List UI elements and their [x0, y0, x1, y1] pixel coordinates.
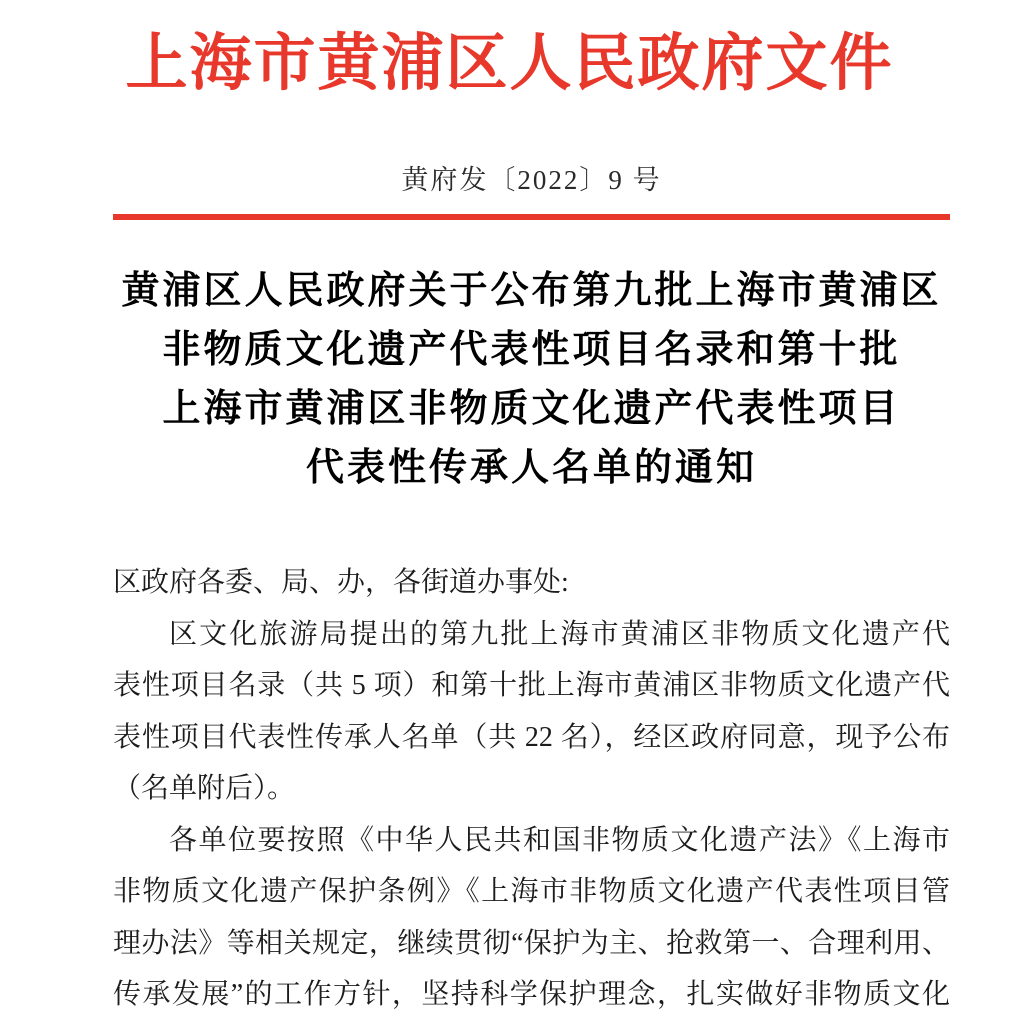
- document-header-banner: 上海市黄浦区人民政府文件: [125, 30, 894, 98]
- document-number: 黄府发〔2022〕9 号: [401, 165, 662, 195]
- body-line: 表性项目名录（共 5 项）和第十批上海市黄浦区非物质文化遗产代: [113, 670, 950, 701]
- body-line: 传承发展”的工作方针，坚持科学保护理念，扎实做好非物质文化: [113, 979, 950, 1010]
- body-line: 非物质文化遗产保护条例》《上海市非物质文化遗产代表性项目管: [113, 876, 950, 907]
- title-line: 代表性传承人名单的通知: [305, 447, 757, 489]
- title-line: 上海市黄浦区非物质文化遗产代表性项目: [162, 388, 901, 430]
- document-body: [113, 557, 950, 1021]
- salutation-line: 区政府各委、局、办，各街道办事处:: [113, 567, 569, 598]
- title-line: 非物质文化遗产代表性项目名录和第十批: [162, 329, 901, 371]
- body-line: 理办法》等相关规定，继续贯彻“保护为主、抢救第一、合理利用、: [113, 927, 950, 959]
- body-line: （名单附后）。: [113, 773, 296, 804]
- body-line: 区文化旅游局提出的第九批上海市黄浦区非物质文化遗产代: [169, 618, 950, 650]
- body-line: 各单位要按照《中华人民共和国非物质文化遗产法》《上海市: [169, 824, 950, 856]
- red-separator-line: [113, 214, 950, 220]
- document-title: [90, 262, 973, 498]
- body-line: 表性项目代表性传承人名单（共 22 名），经区政府同意，现予公布: [113, 721, 950, 753]
- title-line: 黄浦区人民政府关于公布第九批上海市黄浦区: [121, 270, 942, 312]
